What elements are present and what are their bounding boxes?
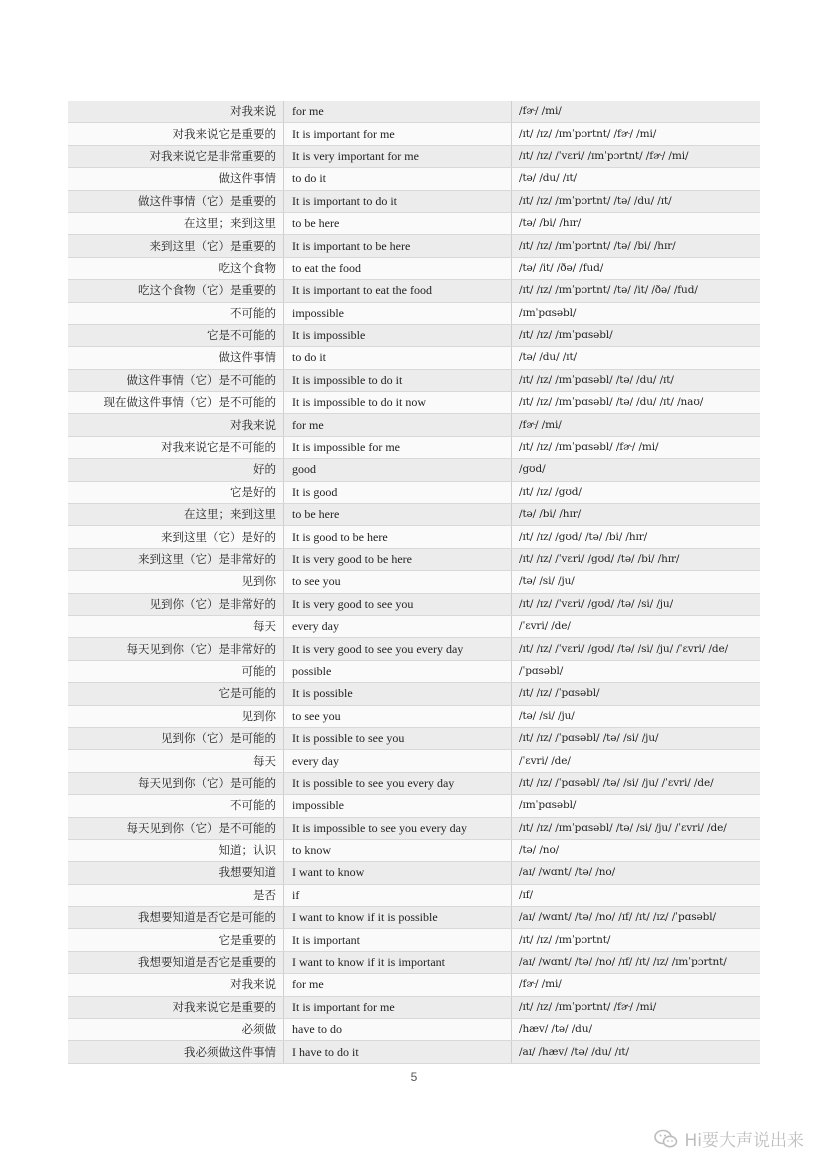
ipa-cell: /ɪt/ /ɪz/ /ˈpɑsəbl/ /tə/ /si/ /ju/ /ˈɛvri/ /de/ — [512, 772, 761, 794]
english-cell: if — [284, 884, 512, 906]
ipa-cell: /tə/ /no/ — [512, 839, 761, 861]
ipa-cell: /fɚ/ /mi/ — [512, 414, 761, 436]
phrase-table — [68, 101, 760, 1064]
table-row — [68, 101, 760, 123]
table-row — [68, 750, 760, 772]
ipa-cell: /ˈɛvri/ /de/ — [512, 615, 761, 637]
english-cell: for me — [284, 974, 512, 996]
chinese-cell: 每天 — [68, 750, 284, 772]
table-row — [68, 257, 760, 279]
chinese-cell: 见到你 — [68, 571, 284, 593]
chinese-cell: 来到这里（它）是好的 — [68, 526, 284, 548]
ipa-cell: /aɪ/ /wɑnt/ /tə/ /no/ /ɪf/ /ɪt/ /ɪz/ /ɪmˈpɔrtnt/ — [512, 951, 761, 973]
chinese-cell: 做这件事情（它）是不可能的 — [68, 369, 284, 391]
english-cell: impossible — [284, 302, 512, 324]
chinese-cell: 在这里；来到这里 — [68, 504, 284, 526]
ipa-cell: /ɪt/ /ɪz/ /gʊd/ /tə/ /bi/ /hɪr/ — [512, 526, 761, 548]
ipa-cell: /tə/ /si/ /ju/ — [512, 571, 761, 593]
english-cell: for me — [284, 414, 512, 436]
table-row — [68, 1041, 760, 1063]
ipa-cell: /ɪt/ /ɪz/ /ɪmˈpɑsəbl/ /tə/ /du/ /ɪt/ — [512, 369, 761, 391]
table-row — [68, 481, 760, 503]
chinese-cell: 我想要知道是否它是可能的 — [68, 907, 284, 929]
ipa-cell: /ɪf/ — [512, 884, 761, 906]
chinese-cell: 见到你（它）是非常好的 — [68, 593, 284, 615]
ipa-cell: /ɪt/ /ɪz/ /ˈvɛri/ /gʊd/ /tə/ /si/ /ju/ /ˈɛvri/ /de/ — [512, 638, 761, 660]
ipa-cell: /ˈpɑsəbl/ — [512, 660, 761, 682]
english-cell: impossible — [284, 795, 512, 817]
chinese-cell: 对我来说它是重要的 — [68, 123, 284, 145]
chinese-cell: 做这件事情 — [68, 347, 284, 369]
english-cell: I want to know if it is important — [284, 951, 512, 973]
chinese-cell: 来到这里（它）是非常好的 — [68, 548, 284, 570]
table-row — [68, 615, 760, 637]
ipa-cell: /ɪt/ /ɪz/ /ɪmˈpɔrtnt/ /fɚ/ /mi/ — [512, 123, 761, 145]
english-cell: It is very good to see you — [284, 593, 512, 615]
table-row — [68, 1019, 760, 1041]
table-row — [68, 951, 760, 973]
table-row — [68, 504, 760, 526]
chinese-cell: 我想要知道 — [68, 862, 284, 884]
ipa-cell: /ɪt/ /ɪz/ /ɪmˈpɔrtnt/ /fɚ/ /mi/ — [512, 996, 761, 1018]
chinese-cell: 对我来说它是非常重要的 — [68, 145, 284, 167]
english-cell: for me — [284, 101, 512, 123]
ipa-cell: /gʊd/ — [512, 459, 761, 481]
english-cell: It is important to be here — [284, 235, 512, 257]
english-cell: every day — [284, 750, 512, 772]
table-row — [68, 168, 760, 190]
english-cell: It is important for me — [284, 123, 512, 145]
chinese-cell: 来到这里（它）是重要的 — [68, 235, 284, 257]
chinese-cell: 我想要知道是否它是重要的 — [68, 951, 284, 973]
chinese-cell: 做这件事情（它）是重要的 — [68, 190, 284, 212]
table-row — [68, 280, 760, 302]
english-cell: to do it — [284, 168, 512, 190]
ipa-cell: /aɪ/ /hæv/ /tə/ /du/ /ɪt/ — [512, 1041, 761, 1063]
table-row — [68, 190, 760, 212]
english-cell: to be here — [284, 212, 512, 234]
chinese-cell: 对我来说它是重要的 — [68, 996, 284, 1018]
ipa-cell: /ɪt/ /ɪz/ /ɪmˈpɑsəbl/ /tə/ /si/ /ju/ /ˈɛvri/ /de/ — [512, 817, 761, 839]
ipa-cell: /ɪt/ /ɪz/ /ˈvɛri/ /gʊd/ /tə/ /bi/ /hɪr/ — [512, 548, 761, 570]
table-row — [68, 123, 760, 145]
page-number: 5 — [410, 1070, 418, 1084]
english-cell: to be here — [284, 504, 512, 526]
phrase-table-body — [68, 101, 760, 1063]
table-row — [68, 929, 760, 951]
english-cell: It is very good to see you every day — [284, 638, 512, 660]
english-cell: I want to know if it is possible — [284, 907, 512, 929]
table-row — [68, 235, 760, 257]
table-row — [68, 324, 760, 346]
ipa-cell: /hæv/ /tə/ /du/ — [512, 1019, 761, 1041]
table-row — [68, 817, 760, 839]
watermark-text: Hi要大声说出来 — [684, 1131, 804, 1151]
english-cell: It is impossible to do it — [284, 369, 512, 391]
english-cell: I have to do it — [284, 1041, 512, 1063]
chinese-cell: 不可能的 — [68, 795, 284, 817]
table-row — [68, 145, 760, 167]
english-cell: It is important — [284, 929, 512, 951]
chinese-cell: 对我来说 — [68, 974, 284, 996]
english-cell: to know — [284, 839, 512, 861]
table-row — [68, 392, 760, 414]
table-row — [68, 436, 760, 458]
table-row — [68, 526, 760, 548]
ipa-cell: /aɪ/ /wɑnt/ /tə/ /no/ /ɪf/ /ɪt/ /ɪz/ /ˈpɑsəbl/ — [512, 907, 761, 929]
english-cell: It is impossible to see you every day — [284, 817, 512, 839]
chinese-cell: 现在做这件事情（它）是不可能的 — [68, 392, 284, 414]
english-cell: It is good — [284, 481, 512, 503]
english-cell: have to do — [284, 1019, 512, 1041]
wechat-icon — [654, 1129, 678, 1149]
ipa-cell: /fɚ/ /mi/ — [512, 101, 761, 123]
table-row — [68, 839, 760, 861]
chinese-cell: 见到你（它）是可能的 — [68, 727, 284, 749]
chinese-cell: 它是可能的 — [68, 683, 284, 705]
table-row — [68, 705, 760, 727]
english-cell: good — [284, 459, 512, 481]
table-row — [68, 862, 760, 884]
table-row — [68, 974, 760, 996]
chinese-cell: 每天见到你（它）是不可能的 — [68, 817, 284, 839]
table-row — [68, 459, 760, 481]
chinese-cell: 对我来说它是不可能的 — [68, 436, 284, 458]
ipa-cell: /ɪt/ /ɪz/ /ˈvɛri/ /gʊd/ /tə/ /si/ /ju/ — [512, 593, 761, 615]
table-row — [68, 727, 760, 749]
ipa-cell: /tə/ /bi/ /hɪr/ — [512, 212, 761, 234]
table-row — [68, 660, 760, 682]
chinese-cell: 对我来说 — [68, 414, 284, 436]
ipa-cell: /aɪ/ /wɑnt/ /tə/ /no/ — [512, 862, 761, 884]
ipa-cell: /ɪt/ /ɪz/ /ˈpɑsəbl/ /tə/ /si/ /ju/ — [512, 727, 761, 749]
ipa-cell: /tə/ /si/ /ju/ — [512, 705, 761, 727]
english-cell: It is possible to see you — [284, 727, 512, 749]
ipa-cell: /fɚ/ /mi/ — [512, 974, 761, 996]
english-cell: It is impossible to do it now — [284, 392, 512, 414]
ipa-cell: /ɪt/ /ɪz/ /ˈpɑsəbl/ — [512, 683, 761, 705]
table-row — [68, 772, 760, 794]
chinese-cell: 每天见到你（它）是非常好的 — [68, 638, 284, 660]
ipa-cell: /ɪmˈpɑsəbl/ — [512, 795, 761, 817]
chinese-cell: 吃这个食物 — [68, 257, 284, 279]
ipa-cell: /ˈɛvri/ /de/ — [512, 750, 761, 772]
english-cell: to see you — [284, 571, 512, 593]
chinese-cell: 是否 — [68, 884, 284, 906]
ipa-cell: /ɪt/ /ɪz/ /gʊd/ — [512, 481, 761, 503]
table-row — [68, 414, 760, 436]
chinese-cell: 好的 — [68, 459, 284, 481]
english-cell: I want to know — [284, 862, 512, 884]
ipa-cell: /tə/ /it/ /ðə/ /fud/ — [512, 257, 761, 279]
ipa-cell: /ɪt/ /ɪz/ /ɪmˈpɔrtnt/ — [512, 929, 761, 951]
table-row — [68, 593, 760, 615]
table-row — [68, 907, 760, 929]
table-row — [68, 996, 760, 1018]
ipa-cell: /ɪt/ /ɪz/ /ɪmˈpɑsəbl/ /fɚ/ /mi/ — [512, 436, 761, 458]
chinese-cell: 吃这个食物（它）是重要的 — [68, 280, 284, 302]
chinese-cell: 可能的 — [68, 660, 284, 682]
ipa-cell: /ɪt/ /ɪz/ /ɪmˈpɑsəbl/ — [512, 324, 761, 346]
english-cell: It is good to be here — [284, 526, 512, 548]
chinese-cell: 知道；认识 — [68, 839, 284, 861]
english-cell: It is very important for me — [284, 145, 512, 167]
chinese-cell: 见到你 — [68, 705, 284, 727]
table-row — [68, 302, 760, 324]
ipa-cell: /tə/ /du/ /ɪt/ — [512, 347, 761, 369]
chinese-cell: 不可能的 — [68, 302, 284, 324]
english-cell: It is impossible — [284, 324, 512, 346]
english-cell: to do it — [284, 347, 512, 369]
chinese-cell: 每天 — [68, 615, 284, 637]
watermark — [654, 1126, 804, 1151]
ipa-cell: /tə/ /du/ /ɪt/ — [512, 168, 761, 190]
english-cell: It is possible to see you every day — [284, 772, 512, 794]
table-row — [68, 683, 760, 705]
chinese-cell: 它是好的 — [68, 481, 284, 503]
chinese-cell: 在这里；来到这里 — [68, 212, 284, 234]
english-cell: every day — [284, 615, 512, 637]
english-cell: It is very good to be here — [284, 548, 512, 570]
ipa-cell: /ɪt/ /ɪz/ /ɪmˈpɔrtnt/ /tə/ /bi/ /hɪr/ — [512, 235, 761, 257]
chinese-cell: 它是重要的 — [68, 929, 284, 951]
table-row — [68, 884, 760, 906]
english-cell: It is important to eat the food — [284, 280, 512, 302]
chinese-cell: 我必须做这件事情 — [68, 1041, 284, 1063]
table-row — [68, 795, 760, 817]
table-row — [68, 548, 760, 570]
table-row — [68, 347, 760, 369]
english-cell: It is important to do it — [284, 190, 512, 212]
english-cell: possible — [284, 660, 512, 682]
ipa-cell: /tə/ /bi/ /hɪr/ — [512, 504, 761, 526]
chinese-cell: 做这件事情 — [68, 168, 284, 190]
english-cell: It is important for me — [284, 996, 512, 1018]
chinese-cell: 必须做 — [68, 1019, 284, 1041]
english-cell: to see you — [284, 705, 512, 727]
table-row — [68, 638, 760, 660]
ipa-cell: /ɪt/ /ɪz/ /ˈvɛri/ /ɪmˈpɔrtnt/ /fɚ/ /mi/ — [512, 145, 761, 167]
chinese-cell: 对我来说 — [68, 101, 284, 123]
chinese-cell: 每天见到你（它）是可能的 — [68, 772, 284, 794]
ipa-cell: /ɪt/ /ɪz/ /ɪmˈpɔrtnt/ /tə/ /it/ /ðə/ /fud/ — [512, 280, 761, 302]
table-row — [68, 571, 760, 593]
table-row — [68, 369, 760, 391]
ipa-cell: /ɪt/ /ɪz/ /ɪmˈpɔrtnt/ /tə/ /du/ /ɪt/ — [512, 190, 761, 212]
table-row — [68, 212, 760, 234]
chinese-cell: 它是不可能的 — [68, 324, 284, 346]
english-cell: It is impossible for me — [284, 436, 512, 458]
ipa-cell: /ɪt/ /ɪz/ /ɪmˈpɑsəbl/ /tə/ /du/ /ɪt/ /naʊ/ — [512, 392, 761, 414]
english-cell: to eat the food — [284, 257, 512, 279]
ipa-cell: /ɪmˈpɑsəbl/ — [512, 302, 761, 324]
english-cell: It is possible — [284, 683, 512, 705]
